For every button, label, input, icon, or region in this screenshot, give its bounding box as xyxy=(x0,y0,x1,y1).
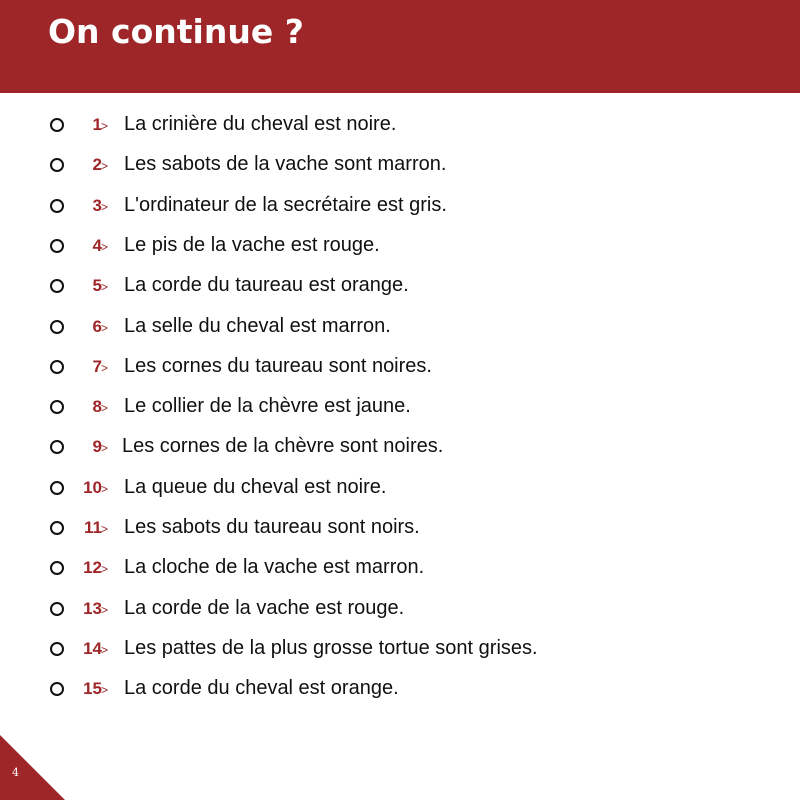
checkbox-circle[interactable] xyxy=(50,158,64,172)
arrow-icon: > xyxy=(101,602,109,617)
checkbox-circle[interactable] xyxy=(50,481,64,495)
item-number: 1 xyxy=(92,115,102,134)
item-text: La cloche de la vache est marron. xyxy=(124,556,425,579)
item-number: 3 xyxy=(92,195,102,215)
item-text: Les cornes de la chèvre sont noires. xyxy=(122,435,444,458)
item-number: 15 xyxy=(83,679,102,699)
list-item xyxy=(0,671,800,711)
arrow-icon: > xyxy=(101,481,109,496)
checkbox-circle[interactable] xyxy=(50,279,64,293)
arrow-icon: > xyxy=(101,401,109,416)
checkbox-circle[interactable] xyxy=(50,521,64,535)
list-item xyxy=(0,349,800,389)
list-item xyxy=(0,107,800,147)
list-item xyxy=(0,591,800,631)
item-number: 12 xyxy=(83,558,102,578)
checkbox-circle[interactable] xyxy=(50,561,64,575)
header-band xyxy=(0,0,800,93)
list-item xyxy=(0,309,800,349)
page-number: 4 xyxy=(12,766,19,779)
checkbox-circle[interactable] xyxy=(50,199,64,213)
item-number: 11 xyxy=(84,518,102,537)
list-item xyxy=(0,268,800,308)
arrow-icon: > xyxy=(101,522,109,536)
item-text: La selle du cheval est marron. xyxy=(124,314,391,337)
checkbox-circle[interactable] xyxy=(50,320,64,334)
arrow-icon: > xyxy=(101,119,109,133)
item-text: La corde du taureau est orange. xyxy=(124,274,409,297)
item-number: 9 xyxy=(92,437,102,457)
checkbox-circle[interactable] xyxy=(50,360,64,374)
checkbox-circle[interactable] xyxy=(50,239,64,253)
arrow-icon: > xyxy=(101,159,109,174)
item-text: Le pis de la vache est rouge. xyxy=(124,233,380,256)
item-text: Les sabots du taureau sont noirs. xyxy=(124,516,420,538)
checkbox-circle[interactable] xyxy=(50,682,64,696)
arrow-icon: > xyxy=(101,320,109,335)
item-text: La corde du cheval est orange. xyxy=(124,677,399,700)
arrow-icon: > xyxy=(101,280,109,295)
item-text: L'ordinateur de la secrétaire est gris. xyxy=(124,193,447,216)
page-title: On continue ? xyxy=(48,12,304,51)
list-item xyxy=(0,429,800,469)
checkbox-circle[interactable] xyxy=(50,400,64,414)
checkbox-circle[interactable] xyxy=(50,440,64,454)
item-text: Les cornes du taureau sont noires. xyxy=(124,354,432,377)
corner-triangle xyxy=(0,735,65,800)
item-number: 13 xyxy=(83,598,102,618)
arrow-icon: > xyxy=(101,360,109,375)
item-number: 10 xyxy=(83,477,102,497)
item-text: Le collier de la chèvre est jaune. xyxy=(124,395,411,418)
item-number: 7 xyxy=(92,356,102,376)
item-number: 8 xyxy=(92,397,102,417)
item-text: La corde de la vache est rouge. xyxy=(124,596,405,619)
item-number: 14 xyxy=(83,638,102,658)
item-text: La queue du cheval est noire. xyxy=(124,475,387,498)
item-number: 2 xyxy=(92,155,102,175)
arrow-icon: > xyxy=(101,199,109,214)
list-item xyxy=(0,550,800,590)
arrow-icon: > xyxy=(101,239,109,254)
list-item xyxy=(0,228,800,268)
item-text: Les pattes de la plus grosse tortue sont grises. xyxy=(124,636,538,659)
checkbox-circle[interactable] xyxy=(50,642,64,656)
arrow-icon: > xyxy=(101,562,109,577)
item-text: Les sabots de la vache sont marron. xyxy=(124,153,447,176)
item-number: 5 xyxy=(92,276,102,296)
list-item xyxy=(0,510,800,550)
item-number: 4 xyxy=(92,235,102,255)
item-number: 6 xyxy=(92,316,102,336)
list-item xyxy=(0,188,800,228)
checkbox-circle[interactable] xyxy=(50,118,64,132)
arrow-icon: > xyxy=(101,683,109,698)
item-text: La crinière du cheval est noire. xyxy=(124,113,397,135)
list-item xyxy=(0,470,800,510)
list-item xyxy=(0,147,800,187)
checkbox-circle[interactable] xyxy=(50,602,64,616)
list-item xyxy=(0,631,800,671)
arrow-icon: > xyxy=(101,441,109,456)
list-item xyxy=(0,389,800,429)
arrow-icon: > xyxy=(101,642,109,657)
